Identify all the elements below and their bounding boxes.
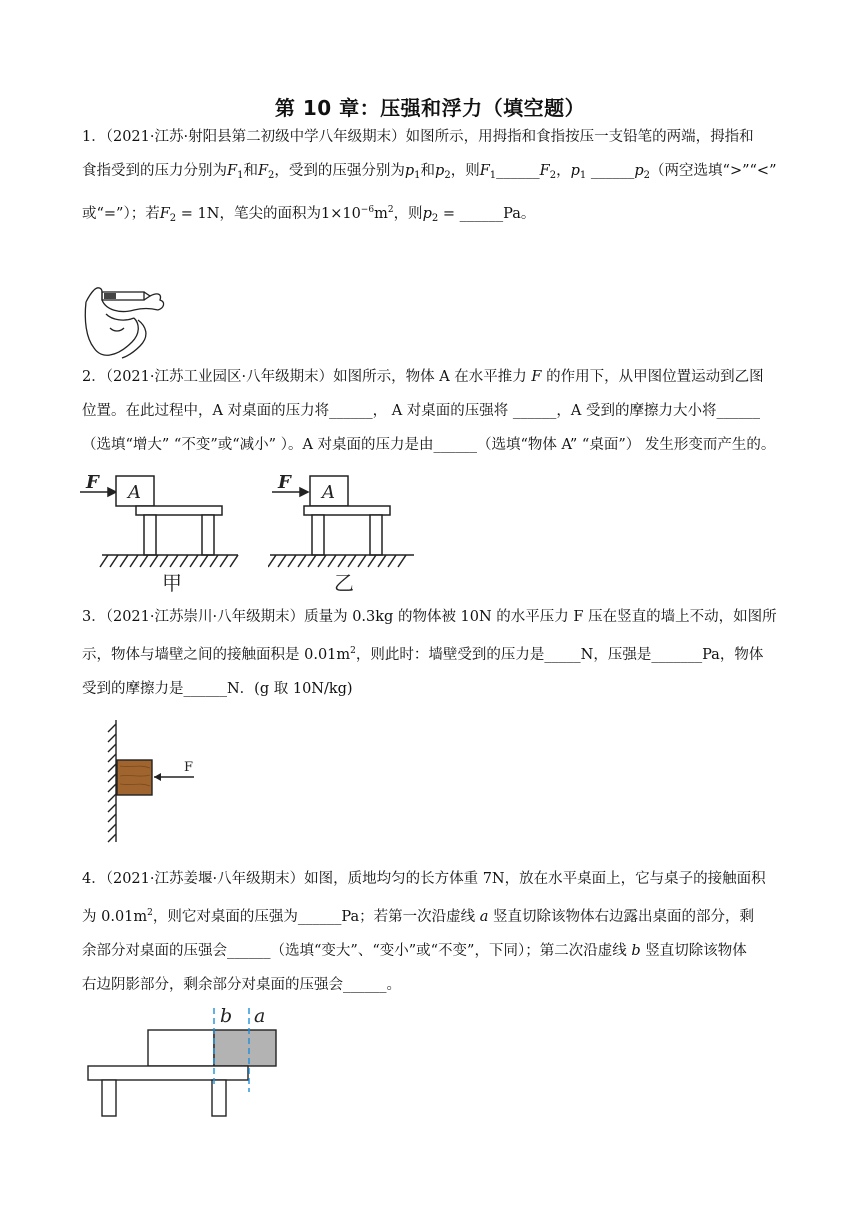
wooden-block [117, 760, 152, 795]
block-a-label: A [322, 482, 335, 503]
page-title: 第 10 章：压强和浮力（填空题） [274, 96, 586, 120]
question-1 [82, 120, 782, 236]
block-a-label: A [128, 482, 141, 503]
q4-line-3: 余部分对桌面的压强会______（选填“变大”、“变小”或“不变”，下同）；第二次沿虚线 b 竖直切除该物体 [82, 943, 747, 959]
hand-pencil-figure [80, 280, 195, 360]
block-shaded-part [214, 1030, 276, 1066]
label-a: a [254, 1005, 266, 1027]
question-4 [82, 862, 782, 1002]
question-2 [82, 360, 782, 462]
q4-line-4: 右边阴影部分，剩余部分对桌面的压强会______。 [82, 977, 401, 993]
q1-line-3: 或“=”）；若$F_2 = 1N$，笔尖的面积为$1\times 10^{-6}m^2$，则$p_2$ = ______Pa。 [82, 205, 536, 224]
q2-line-2: 位置。在此过程中，A 对桌面的压力将______， A 对桌面的压强将 ______，A 受到的摩擦力大小将______ [82, 403, 760, 419]
blank: ______ [459, 206, 504, 222]
table-top [136, 506, 222, 515]
table-top [304, 506, 390, 515]
q1-line-2: 食指受到的压力分别为$F_1$和$F_2$，受到的压强分别为$p_1$和$p_2$，则$F_1\_\_\_\_\_\_F_2$，$p_1$ $\_\_\_\_\_\_p_2$（两空选填“>”“<” [82, 163, 777, 181]
q3-line-3: 受到的摩擦力是______N．(g 取 10N/kg) [82, 681, 353, 697]
figure-yi [268, 468, 428, 596]
q3-line-2: 示，物体与墙壁之间的接触面积是 $0.01m^2$，则此时：墙壁受到的压力是_____N，压强是_______Pa，物体 [82, 646, 764, 663]
table-top [88, 1066, 248, 1080]
q2-line-3: （选填“增大” “不变”或“减小” ）。A 对桌面的压力是由______（选填“物体 A” “桌面”） 发生形变而产生的。 [82, 437, 776, 453]
label-b: b [220, 1005, 233, 1027]
label-yi: 乙 [334, 571, 354, 595]
pencil-eraser [104, 293, 116, 299]
q1-line-1: 1．（2021·江苏·射阳县第二初级中学八年级期末）如图所示，用拇指和食指按压一支铅笔的两端，拇指和 [82, 129, 754, 145]
label-jia: 甲 [162, 571, 182, 595]
wall-block-figure [96, 718, 216, 844]
blank: ______ [496, 163, 540, 179]
question-3 [82, 600, 782, 706]
force-label: F [86, 472, 99, 493]
force-label: F [184, 760, 194, 775]
cut-block-figure [84, 1000, 294, 1122]
q4-line-1: 4．（2021·江苏姜堰·八年级期末）如图，质地均匀的长方体重 7N，放在水平桌面上，它与桌子的接触面积 [82, 871, 766, 887]
force-label: F [278, 472, 291, 493]
q2-line-1: 2．（2021·江苏工业园区·八年级期末）如图所示，物体 A 在水平推力 F 的作用下，从甲图位置运动到乙图 [82, 369, 764, 385]
q3-line-1: 3．（2021·江苏崇川·八年级期末）质量为 0.3kg 的物体被 10N 的水平压力 F 压在竖直的墙上不动，如图所 [82, 609, 777, 625]
q4-line-2: 为 $0.01m^2$，则它对桌面的压强为______Pa；若第一次沿虚线 a 竖直切除该物体右边露出桌面的部分，剩 [82, 908, 755, 925]
blank: ______ [590, 163, 635, 179]
block-left-part [148, 1030, 214, 1066]
figure-jia [78, 468, 248, 596]
